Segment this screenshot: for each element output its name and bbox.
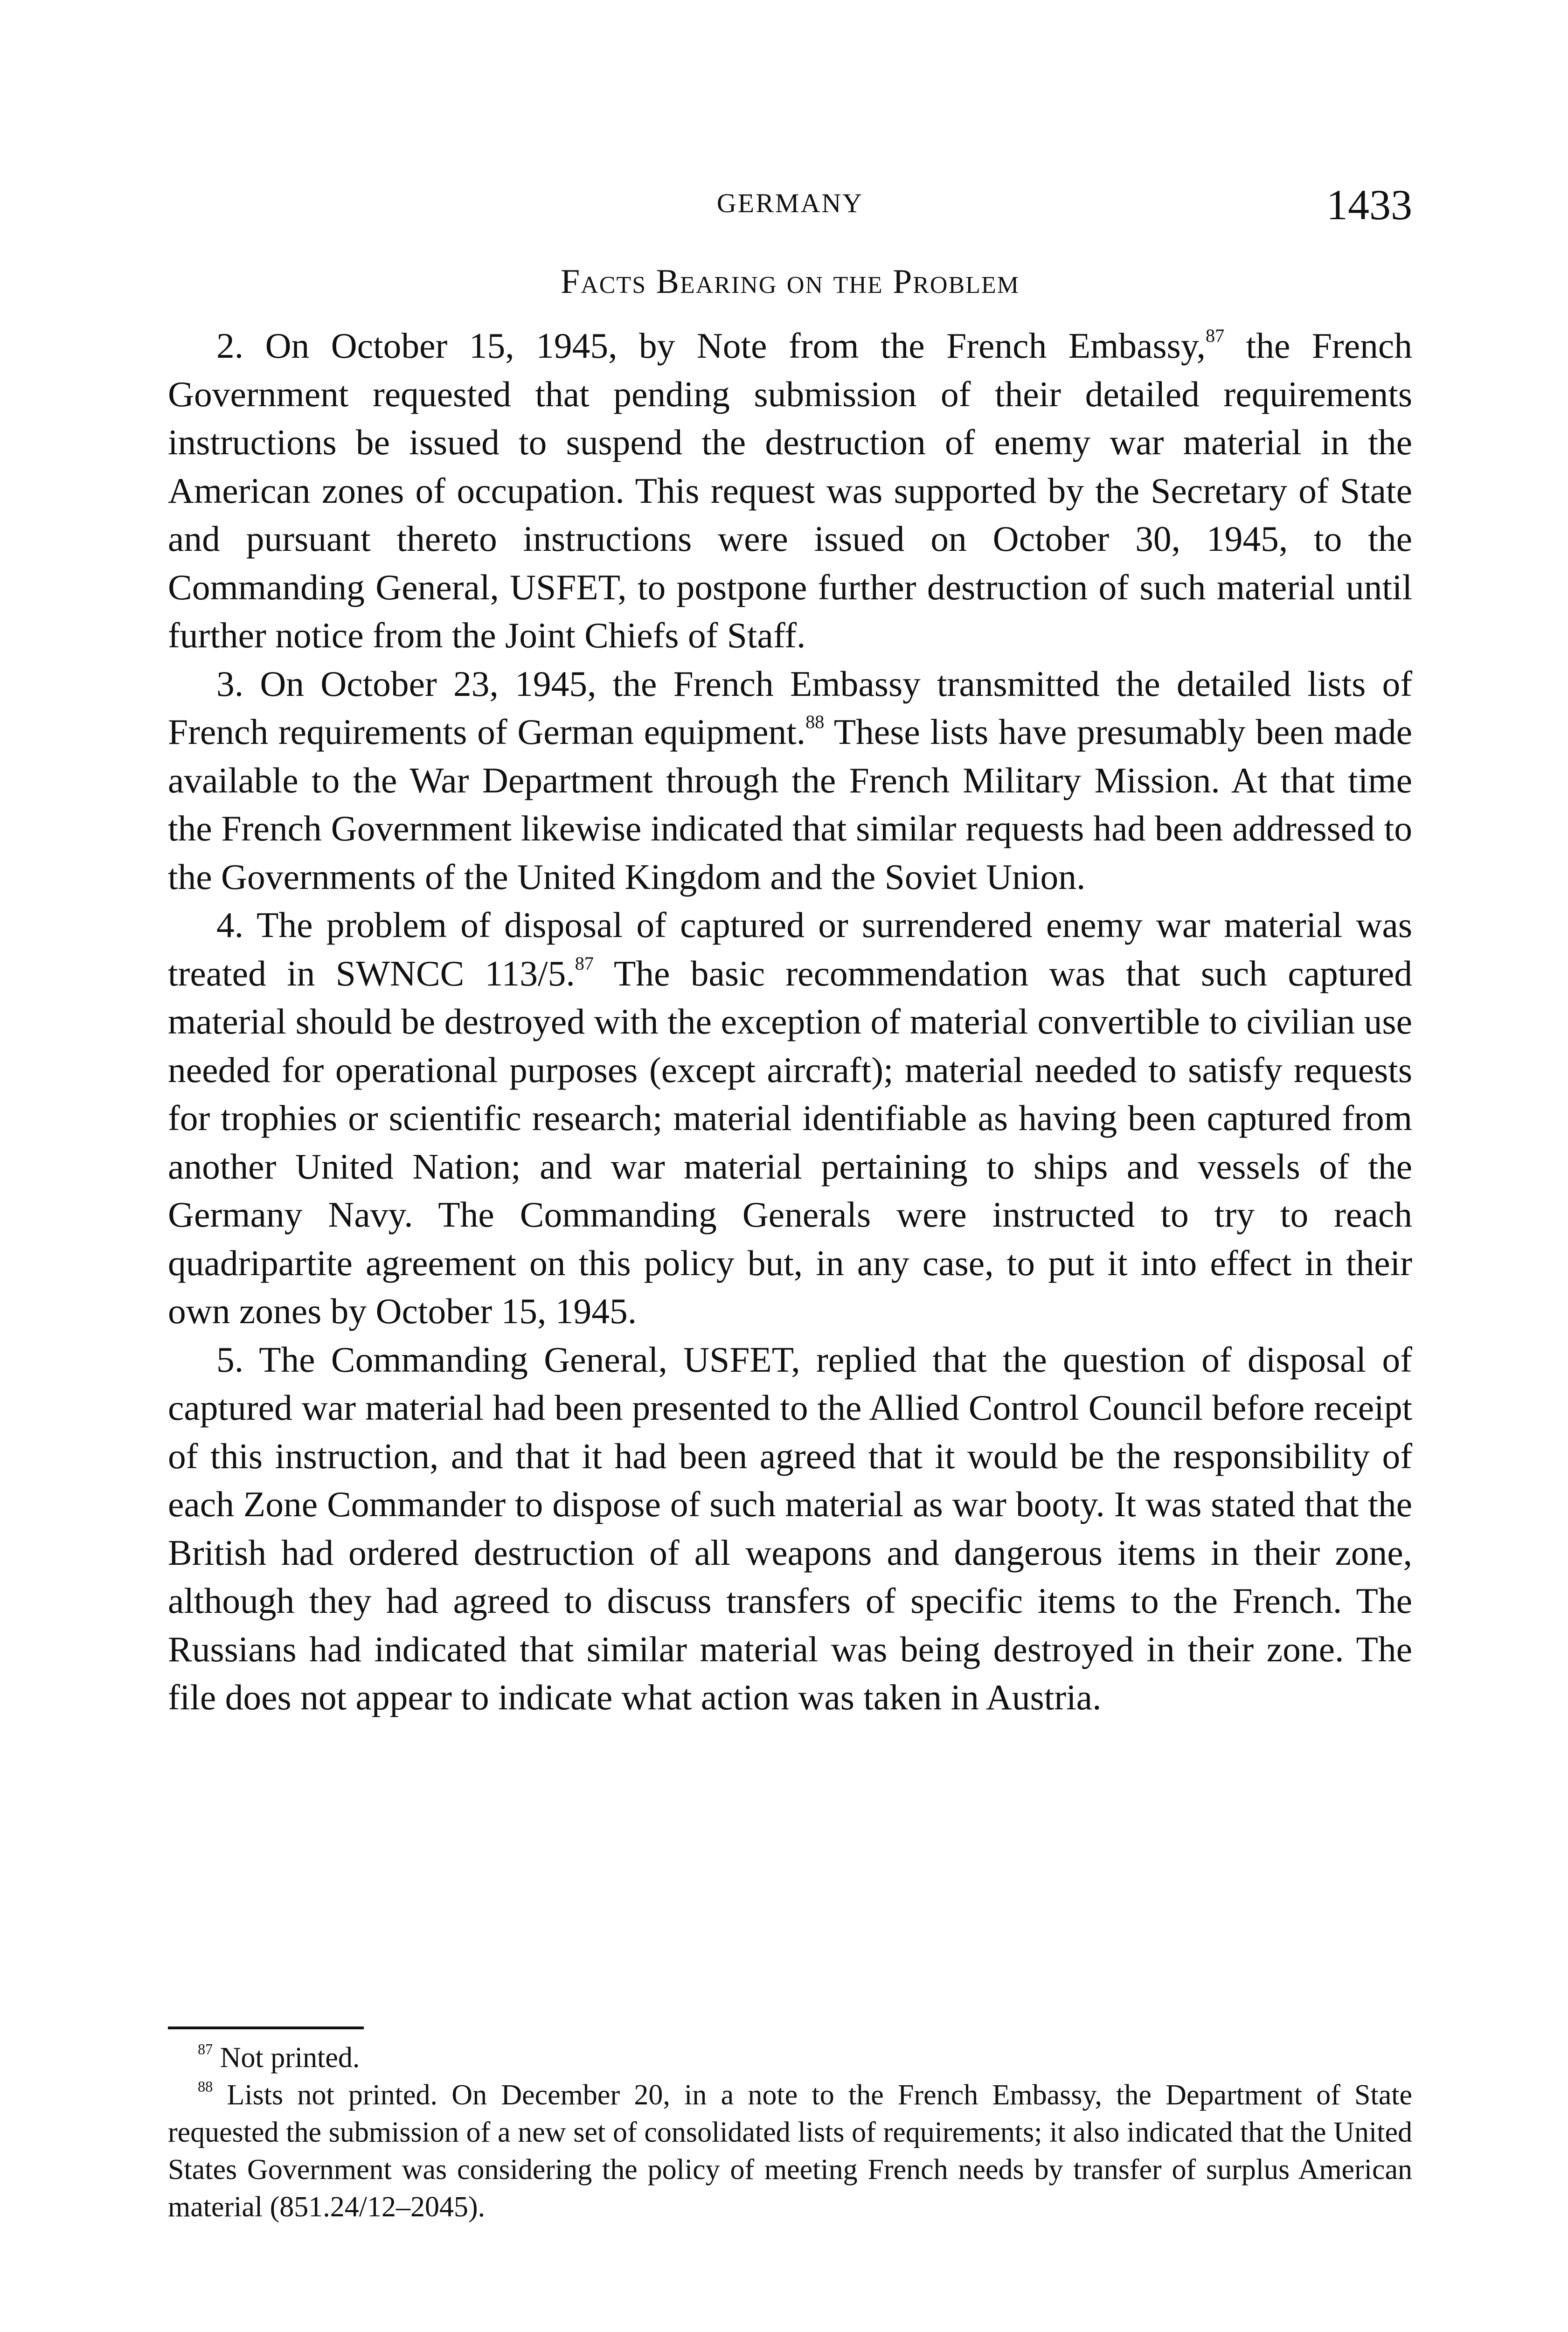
paragraph-5: [168, 1336, 1412, 1722]
paragraph-4: [168, 901, 1412, 1336]
page-number: 1433: [1326, 181, 1412, 229]
footnote-marker-87: 87: [198, 2040, 213, 2058]
footnote-88-text: Lists not printed. On December 20, in a note to the French Embassy, the Department of State requested the submission of a new set of consolidated lists of requirements; it also indicated that the United States Government was considering the policy of meeting French needs by transfer of surplus American material (851.24/12–2045).: [168, 2079, 1413, 2223]
footnote-ref-88[interactable]: 88: [805, 711, 825, 732]
paragraph-3-text-cont: These lists have presumably been made available to the War Department through the French Military Mission. At that time the French Government likewise indicated that similar requests had been addressed to the Governments of the United Kingdom and the Soviet Union.: [168, 712, 1413, 897]
footnotes: [168, 2039, 1412, 2226]
footnote-divider: [168, 2027, 364, 2029]
paragraph-2-text: 2. On October 15, 1945, by Note from the French Embassy,: [216, 326, 1206, 366]
paragraph-5-text: 5. The Commanding General, USFET, replied that the question of disposal of captured war material had been presented to the Allied Control Council before receipt of this instruction, and that it had been agreed that it would be the responsibility of each Zone Commander to dispose of such material as war booty. It was stated that the British had ordered destruction of all weapons and dangerous items in their zone, although they had agreed to discuss transfers of specific items to the French. The Russians had indicated that similar material was being destroyed in their zone. The file does not appear to indicate what action was taken in Austria.: [168, 1339, 1412, 1717]
body-text: [168, 322, 1412, 1722]
paragraph-2-text-cont: the French Government requested that pending submission of their detailed requirements instructions be issued to suspend the destruction of enemy war material in the American zones of occupation. This request was supported by the Secretary of State and pursuant thereto instructions were issued on October 30, 1945, to the Commanding General, USFET, to postpone further destruction of such material until further notice from the Joint Chiefs of Staff.: [168, 326, 1412, 655]
paragraph-3: [168, 660, 1412, 902]
footnote-87-text: Not printed.: [220, 2042, 360, 2074]
section-heading: Facts Bearing on the Problem: [561, 263, 1020, 301]
footnote-ref-87-second[interactable]: 87: [575, 952, 594, 974]
paragraph-3-text: 3. On October 23, 1945, the French Embassy transmitted the detailed lists of French requirements of German equipment.: [168, 663, 1412, 752]
paragraph-4-text-cont: The basic recommendation was that such captured material should be destroyed with the exception of material convertible to civilian use needed for operational purposes (except aircraft); material needed to satisfy requests for trophies or scientific research; material identifiable as having been captured from another United Nation; and war material pertaining to ships and vessels of the Germany Navy. The Commanding Generals were instructed to try to reach quadripartite agreement on this policy but, in any case, to put it into effect in their own zones by October 15, 1945.: [168, 953, 1412, 1331]
footnote-marker-88: 88: [198, 2078, 213, 2095]
footnote-88: [168, 2076, 1412, 2226]
running-head: [168, 183, 1412, 229]
paragraph-4-text: 4. The problem of disposal of captured or surrendered enemy war material was treated in SWNCC 113/5.: [168, 905, 1412, 993]
running-title: GERMANY: [716, 188, 864, 218]
paragraph-2: [168, 322, 1412, 660]
footnote-ref-87[interactable]: 87: [1205, 325, 1225, 346]
footnote-87: [168, 2039, 1412, 2076]
